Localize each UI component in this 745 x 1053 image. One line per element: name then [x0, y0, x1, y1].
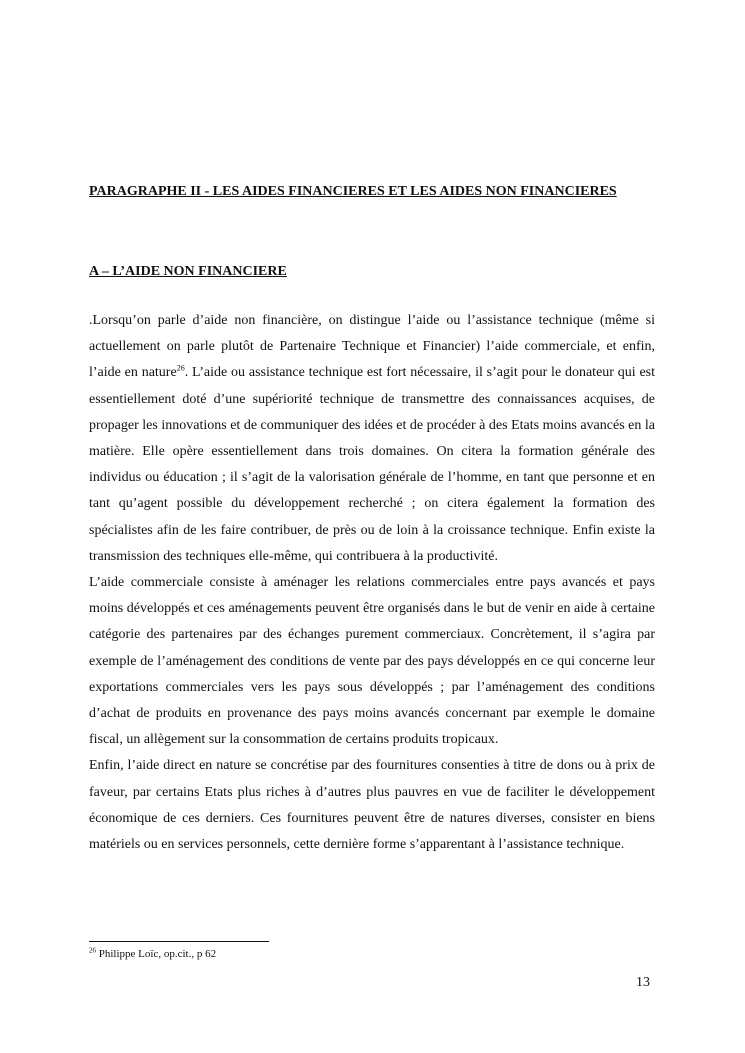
- paragraph-1-continuation: . L’aide ou assistance technique est fort nécessaire, il s’agit pour le donateur qui est essentiellement doté d’une supériorité technique de transmettre des connaissances acquises, de propager les innovations et de communiquer des idées et de procéder à des Etats moins avancés en la matière. Elle opère essentiellement dans trois domaines. On citera la formation générale des individus ou éducation ; il s’agit de la valorisation générale de l’homme, en tant que personne et en tant qu’agent possible du développement recherché ; on citera également la formation des spécialistes afin de les faire contribuer, de près ou de loin à la croissance technique. Enfin existe la transmission des techniques elle-même, qui contribuera à la productivité.: [89, 365, 656, 564]
- page-number: 13: [636, 975, 650, 990]
- paragraph-1-text: .Lorsqu’on parle d’aide non financière, on distingue l’aide ou l’assistance technique (même si actuellement on parle plutôt de Partenaire Technique et Financier) l’aide commerciale, et enfin, l’aide en nature: [89, 313, 655, 381]
- body-text: [89, 308, 655, 858]
- paragraph-2: L’aide commerciale consiste à aménager les relations commerciales entre pays avancés et pays moins développés et ces aménagements peuvent être organisés dans le but de venir en aide à certaine catégorie des partenaires par des échanges purement commerciaux. Concrètement, il s’agira par exemple de l’aménagement des conditions de vente par des pays développés en ce qui concerne leur exportations commerciales vers les pays sous développés ; par l’aménagement des conditions d’achat de produits en provenance des pays moins avancés concernant par exemple le domaine fiscal, un allègement sur la consommation de certains produits tropicaux.: [89, 575, 655, 748]
- footnote: [89, 947, 216, 961]
- footnote-reference: 26: [176, 363, 185, 373]
- paragraph-3: Enfin, l’aide direct en nature se concrétise par des fournitures consenties à titre de dons ou à prix de faveur, par certains Etats plus riches à d’autres plus pauvres en vue de faciliter le développement économique de ces derniers. Ces fournitures peuvent être de natures diverses, consister en biens matériels ou en services personnels, cette dernière forme s’apparentant à l’assistance technique.: [89, 758, 655, 853]
- paragraph-1: [89, 308, 655, 570]
- section-heading: PARAGRAPHE II - LES AIDES FINANCIERES ET LES AIDES NON FINANCIERES: [89, 184, 617, 199]
- sub-heading: A – L’AIDE NON FINANCIERE: [89, 264, 287, 279]
- footnote-text: Philippe Loïc, op.cit., p 62: [96, 948, 217, 960]
- footnote-separator: [89, 941, 269, 942]
- footnote-number: 26: [89, 946, 96, 955]
